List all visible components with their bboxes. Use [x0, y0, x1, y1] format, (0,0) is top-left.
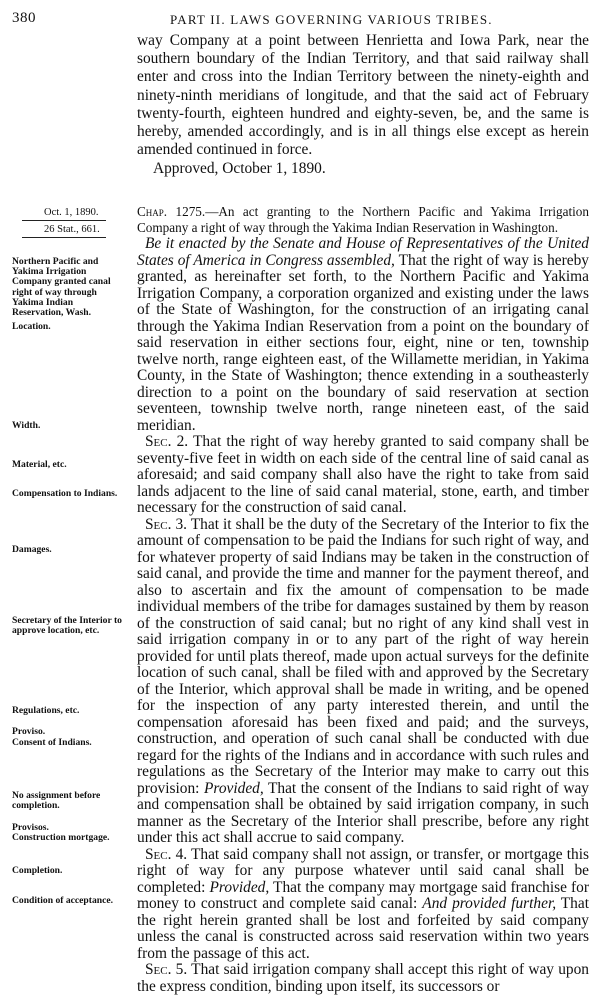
margin-note-consent: Consent of Indians. — [12, 737, 92, 748]
section-4-proviso-further: And provided further, — [422, 895, 557, 912]
margin-note-no-assignment: No assignment before completion. — [12, 790, 101, 812]
margin-note-location: Location. — [12, 321, 51, 332]
margin-rule — [22, 220, 106, 221]
section-5-label: Sec. 5. — [145, 961, 188, 978]
chapter-label: Chap. 1275. — [137, 204, 206, 219]
margin-note-provisos: Provisos. — [12, 822, 49, 833]
section-4-text-2: That the company may mortgage said franchise for money to construct and complete said canal: — [137, 878, 589, 912]
approved-line: Approved, October 1, 1890. — [153, 160, 326, 178]
section-4-text-3: That the right herein granted shall be lost and forfeited by said company unless the canal is constructed across said reservation within two years from the passage of this act. — [137, 895, 589, 962]
margin-note-material: Material, etc. — [12, 459, 67, 470]
section-4-label: Sec. 4. — [145, 845, 188, 863]
margin-note-width: Width. — [12, 420, 41, 431]
margin-statute: 26 Stat., 661. — [44, 224, 100, 235]
section-4-text: That said company shall not assign, or transfer, or mortgage this right of way for any purpose whatever until said canal shall be completed: — [137, 845, 589, 896]
section-3 — [137, 517, 589, 847]
margin-note-grant: Northern Pacific and Yakima Irrigation Company granted canal right of way through Yakima Indian Reservation, Wash. — [12, 256, 111, 319]
margin-date: Oct. 1, 1890. — [44, 207, 99, 218]
section-1 — [137, 236, 589, 434]
running-head: PART II. LAWS GOVERNING VARIOUS TRIBES. — [170, 12, 493, 27]
margin-note-completion: Completion. — [12, 865, 63, 876]
chapter-caption — [137, 204, 589, 235]
section-2-label: Sec. 2. — [145, 433, 189, 450]
margin-note-condition: Condition of acceptance. — [12, 895, 113, 906]
margin-note-regulations: Regulations, etc. — [12, 705, 80, 716]
section-2-text: That the right of way hereby granted to said company shall be seventy-five feet in width on each side of the central line of said canal as aforesaid; and said company shall also have the right to take from said lands adjacent to the line of said canal material, stone, earth, and timber necessary for the construction of said canal. — [137, 433, 589, 516]
section-3-label: Sec. 3. — [145, 515, 188, 533]
section-3-text: That it shall be the duty of the Secretary of the Interior to fix the amount of compensation to be paid the Indians for such right of way, and for whatever property of said Indians may be taken in the construction of said canal, and provide the time and manner for the payment thereof, and also to ascertain and fix the amount of compensation to be made individual members of the tribe for damages sustained by them by reason of the construction of said canal; but no right of any kind shall vest in said irrigation company in or to any part of the right of way herein provided for until plats thereof, made upon actual surveys for the definite location of such canal, shall be filed with and approved by the Secretary of the Interior, which approval shall be made in writing, and be opened for the inspection of any party interested therein, and until the compensation aforesaid has been fixed and paid; and the surveys, construction, and operation of such canal shall be conducted with due regard for the rights of the Indians and in accordance with such rules and regulations as the Secretary of the Interior may make to carry out this provision: — [137, 515, 589, 797]
section-5 — [137, 962, 589, 995]
section-4 — [137, 847, 589, 963]
margin-note-secretary-approval: Secretary of the Interior to approve location, etc. — [12, 615, 122, 637]
margin-rule — [22, 237, 106, 238]
enacting-clause: Be it enacted by the Senate and House of Representatives of the United States of America in Congress assembled, — [137, 235, 589, 269]
margin-note-compensation: Compensation to Indians. — [12, 488, 118, 499]
section-3-text-2: That the consent of the Indians to said right of way and compensation shall be obtained by said irrigation company, in such manner as the Secretary of the Interior shall prescribe, before any right under this act shall accrue to said company. — [137, 779, 589, 846]
chapter-caption-text: —An act granting to the Northern Pacific and Yakima Irrigation Company a right of way through the Yakima Indian Reservation in Washington. — [137, 204, 589, 235]
section-1-text: That the right of way is hereby granted, as hereinafter set forth, to the Northern Pacific and Yakima Irrigation Company, a corporation organized and existing under the laws of the State of Washington, for the construction of an irrigating canal through the Yakima Indian Reservation from a point on the boundary of said reservation in either sections four, eight, nine or ten, township twelve north, range eighteen east, of the Willamette meridian, in Yakima County, in the State of Washington; thence extending in a southeasterly direction to a point on the boundary of said reservation at section seventeen, township twelve north, range nineteen east, of the said meridian. — [137, 251, 589, 434]
intro-section — [137, 32, 589, 179]
act-body — [137, 236, 589, 995]
intro-paragraph: way Company at a point between Henrietta and Iowa Park, near the southern boundary of the Indian Territory, and that said railway shall enter and cross into the Indian Territory between the ninety-eighth and ninety-ninth meridians of longitude, and that the said act of February twenty-fourth, eighteen hundred and eighty-seven, be, and the same is hereby, amended accordingly, and is in all things else except as herein amended continued in force. — [137, 32, 589, 159]
page-number: 380 — [12, 10, 36, 26]
section-4-proviso: Provided, — [209, 878, 270, 896]
section-5-text: That said irrigation company shall accept this right of way upon the express condition, binding upon itself, its successors or — [137, 961, 589, 995]
margin-note-damages: Damages. — [12, 544, 52, 555]
margin-note-proviso: Proviso. — [12, 726, 46, 737]
section-3-proviso: Provided, — [204, 779, 264, 797]
section-2 — [137, 434, 589, 517]
margin-note-construction-mortgage: Construction mortgage. — [12, 832, 110, 843]
